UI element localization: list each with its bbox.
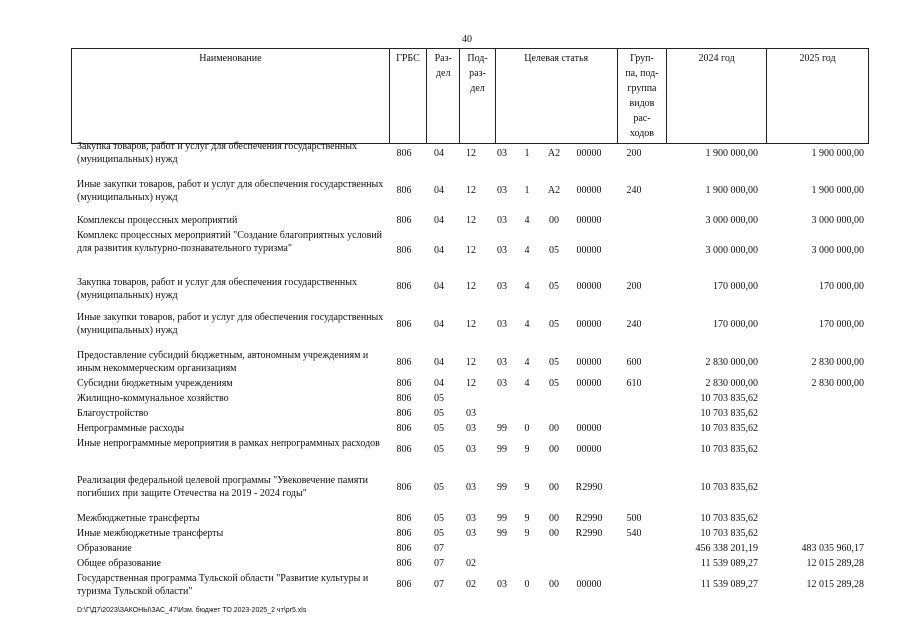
cell-cs-type: 9 — [524, 482, 530, 493]
cell-cs-program: 99 — [497, 528, 507, 539]
cell-cs-program: 03 — [497, 357, 507, 368]
cell-razdel: 07 — [434, 543, 444, 554]
cell-cs-type: 9 — [524, 444, 530, 455]
cell-podrazdel: 03 — [466, 513, 476, 524]
cell-cs-complex: 05 — [549, 281, 559, 292]
cell-razdel: 05 — [434, 393, 444, 404]
cell-2025: 3 000 000,00 — [811, 215, 864, 226]
cell-2024: 10 703 835,62 — [700, 444, 758, 455]
row-name: Предоставление субсидий бюджетным, автономным учреждениям и иным некоммерческим организациям — [77, 350, 369, 374]
cell-cs-program: 03 — [497, 215, 507, 226]
cell-cs-program: 03 — [497, 245, 507, 256]
cell-razdel: 05 — [434, 408, 444, 419]
header-2025: 2025 год — [767, 49, 869, 144]
header-grbs: ГРБС — [389, 49, 426, 144]
cell-2025: 12 015 289,28 — [806, 558, 864, 569]
cell-razdel: 04 — [434, 148, 444, 159]
header-podrazdel: Под- раз- дел — [460, 49, 495, 144]
cell-2024: 11 539 089,27 — [700, 579, 758, 590]
cell-cs-type: 4 — [524, 357, 530, 368]
cell-2024: 10 703 835,62 — [700, 528, 758, 539]
cell-cs-type: 4 — [524, 319, 530, 330]
cell-vr: 240 — [626, 319, 642, 330]
cell-cs-direction: 00000 — [576, 423, 602, 434]
header-razdel: Раз- дел — [427, 49, 460, 144]
cell-cs-program: 99 — [497, 444, 507, 455]
cell-2025: 3 000 000,00 — [811, 245, 864, 256]
cell-cs-type: 4 — [524, 378, 530, 389]
cell-cs-program: 99 — [497, 423, 507, 434]
cell-cs-type: 9 — [524, 528, 530, 539]
cell-cs-direction: 00000 — [576, 148, 602, 159]
cell-vr: 200 — [626, 148, 642, 159]
row-name: Жилищно-коммунальное хозяйство — [77, 393, 229, 404]
cell-razdel: 04 — [434, 215, 444, 226]
header-celevaya-statya: Целевая статья — [495, 49, 617, 144]
cell-podrazdel: 12 — [466, 281, 476, 292]
cell-2025: 2 830 000,00 — [811, 378, 864, 389]
row-name: Межбюджетные трансферты — [77, 513, 200, 524]
cell-cs-complex: 05 — [549, 378, 559, 389]
cell-podrazdel: 03 — [466, 528, 476, 539]
page-number: 40 — [462, 34, 472, 45]
cell-cs-type: 4 — [524, 281, 530, 292]
cell-vr: 240 — [626, 185, 642, 196]
cell-razdel: 04 — [434, 281, 444, 292]
cell-grbs: 806 — [396, 245, 412, 256]
cell-cs-direction: 00000 — [576, 357, 602, 368]
cell-cs-complex: 05 — [549, 245, 559, 256]
header-name: Наименование — [72, 49, 390, 144]
cell-grbs: 806 — [396, 444, 412, 455]
cell-cs-program: 99 — [497, 513, 507, 524]
cell-grbs: 806 — [396, 482, 412, 493]
cell-cs-program: 03 — [497, 185, 507, 196]
cell-podrazdel: 03 — [466, 408, 476, 419]
cell-cs-program: 03 — [497, 281, 507, 292]
file-path: D:\Г\Д7\2023\ЗАКОНЫ\ЗАС_47\Изм. бюджет ТО 2023-2025_2 чт\pr5.xls — [77, 607, 307, 614]
cell-2025: 1 900 000,00 — [811, 185, 864, 196]
cell-vr: 200 — [626, 281, 642, 292]
cell-cs-direction: R2990 — [575, 528, 603, 539]
cell-cs-direction: 00000 — [576, 185, 602, 196]
cell-2025: 12 015 289,28 — [806, 579, 864, 590]
cell-podrazdel: 12 — [466, 245, 476, 256]
cell-cs-complex: 00 — [549, 482, 559, 493]
cell-cs-program: 03 — [497, 319, 507, 330]
cell-cs-complex: 00 — [549, 579, 559, 590]
cell-cs-complex: 05 — [549, 319, 559, 330]
cell-cs-program: 03 — [497, 579, 507, 590]
cell-podrazdel: 02 — [466, 558, 476, 569]
cell-grbs: 806 — [396, 148, 412, 159]
cell-cs-direction: 00000 — [576, 579, 602, 590]
cell-grbs: 806 — [396, 378, 412, 389]
row-name: Благоустройство — [77, 408, 149, 419]
cell-cs-direction: 00000 — [576, 281, 602, 292]
row-name: Реализация федеральной целевой программы "Увековечение памяти погибших при защите Отечества на 2019 - 2024 годы" — [77, 475, 369, 499]
row-name: Иные закупки товаров, работ и услуг для обеспечения государственных (муниципальных) нужд — [77, 179, 384, 203]
row-name: Государственная программа Тульской области "Развитие культуры и туризма Тульской области" — [77, 573, 369, 597]
table-header — [71, 48, 869, 144]
cell-cs-complex: 00 — [549, 423, 559, 434]
cell-razdel: 07 — [434, 579, 444, 590]
cell-podrazdel: 12 — [466, 148, 476, 159]
cell-cs-type: 9 — [524, 513, 530, 524]
cell-vr: 540 — [626, 528, 642, 539]
cell-2024: 456 338 201,19 — [695, 543, 758, 554]
cell-cs-direction: R2990 — [575, 482, 603, 493]
cell-2024: 10 703 835,62 — [700, 393, 758, 404]
cell-cs-direction: R2990 — [575, 513, 603, 524]
cell-cs-direction: 00000 — [576, 215, 602, 226]
cell-podrazdel: 03 — [466, 423, 476, 434]
cell-2024: 11 539 089,27 — [700, 558, 758, 569]
cell-grbs: 806 — [396, 357, 412, 368]
cell-2025: 170 000,00 — [819, 319, 864, 330]
cell-grbs: 806 — [396, 185, 412, 196]
cell-razdel: 04 — [434, 245, 444, 256]
cell-podrazdel: 12 — [466, 215, 476, 226]
row-name: Комплексы процессных мероприятий — [77, 215, 238, 226]
cell-cs-complex: 00 — [549, 444, 559, 455]
cell-grbs: 806 — [396, 528, 412, 539]
cell-cs-program: 99 — [497, 482, 507, 493]
cell-cs-complex: 05 — [549, 357, 559, 368]
cell-podrazdel: 12 — [466, 378, 476, 389]
cell-cs-direction: 00000 — [576, 444, 602, 455]
cell-grbs: 806 — [396, 558, 412, 569]
cell-2025: 483 035 960,17 — [801, 543, 864, 554]
cell-2024: 1 900 000,00 — [705, 185, 758, 196]
cell-podrazdel: 12 — [466, 357, 476, 368]
cell-cs-direction: 00000 — [576, 378, 602, 389]
cell-cs-type: 0 — [524, 579, 530, 590]
cell-razdel: 05 — [434, 423, 444, 434]
cell-cs-type: 4 — [524, 215, 530, 226]
row-name: Закупка товаров, работ и услуг для обеспечения государственных (муниципальных) нужд — [77, 277, 358, 301]
cell-2025: 170 000,00 — [819, 281, 864, 292]
cell-grbs: 806 — [396, 408, 412, 419]
cell-grbs: 806 — [396, 423, 412, 434]
row-name: Иные закупки товаров, работ и услуг для обеспечения государственных (муниципальных) нужд — [77, 312, 384, 336]
cell-cs-complex: А2 — [547, 148, 561, 159]
cell-grbs: 806 — [396, 513, 412, 524]
cell-razdel: 05 — [434, 444, 444, 455]
header-vr: Груп- па, под- группа видов рас- ходов — [617, 49, 666, 144]
cell-razdel: 05 — [434, 513, 444, 524]
row-name: Субсидии бюджетным учреждениям — [77, 378, 233, 389]
cell-razdel: 05 — [434, 482, 444, 493]
cell-vr: 600 — [626, 357, 642, 368]
cell-razdel: 04 — [434, 319, 444, 330]
cell-grbs: 806 — [396, 281, 412, 292]
row-name: Закупка товаров, работ и услуг для обеспечения государственных (муниципальных) нужд — [77, 141, 358, 165]
cell-cs-complex: 00 — [549, 528, 559, 539]
cell-2024: 3 000 000,00 — [705, 215, 758, 226]
cell-2024: 2 830 000,00 — [705, 378, 758, 389]
cell-2024: 10 703 835,62 — [700, 513, 758, 524]
cell-cs-type: 1 — [524, 185, 530, 196]
cell-grbs: 806 — [396, 543, 412, 554]
row-name: Иные межбюджетные трансферты — [77, 528, 224, 539]
cell-cs-type: 4 — [524, 245, 530, 256]
cell-2024: 10 703 835,62 — [700, 408, 758, 419]
cell-razdel: 05 — [434, 528, 444, 539]
cell-cs-direction: 00000 — [576, 245, 602, 256]
cell-cs-program: 03 — [497, 378, 507, 389]
cell-vr: 500 — [626, 513, 642, 524]
cell-podrazdel: 03 — [466, 444, 476, 455]
cell-podrazdel: 03 — [466, 482, 476, 493]
cell-cs-complex: 00 — [549, 215, 559, 226]
cell-grbs: 806 — [396, 393, 412, 404]
cell-razdel: 04 — [434, 185, 444, 196]
cell-2024: 2 830 000,00 — [705, 357, 758, 368]
row-name: Непрограммные расходы — [77, 423, 185, 434]
row-name: Иные непрограммные мероприятия в рамках непрограммных расходов — [77, 438, 380, 449]
cell-cs-direction: 00000 — [576, 319, 602, 330]
cell-2024: 3 000 000,00 — [705, 245, 758, 256]
header-2024: 2024 год — [667, 49, 767, 144]
cell-cs-program: 03 — [497, 148, 507, 159]
cell-2024: 10 703 835,62 — [700, 423, 758, 434]
cell-razdel: 07 — [434, 558, 444, 569]
cell-cs-complex: 00 — [549, 513, 559, 524]
cell-2024: 170 000,00 — [713, 281, 758, 292]
cell-2024: 10 703 835,62 — [700, 482, 758, 493]
row-name: Общее образование — [77, 558, 161, 569]
cell-2024: 170 000,00 — [713, 319, 758, 330]
row-name: Образование — [77, 543, 132, 554]
cell-cs-complex: А2 — [547, 185, 561, 196]
cell-podrazdel: 12 — [466, 185, 476, 196]
cell-2024: 1 900 000,00 — [705, 148, 758, 159]
row-name: Комплекс процессных мероприятий "Создание благоприятных условий для развития культурно-познавательного туризма" — [77, 230, 383, 254]
cell-podrazdel: 12 — [466, 319, 476, 330]
cell-grbs: 806 — [396, 319, 412, 330]
cell-razdel: 04 — [434, 357, 444, 368]
cell-podrazdel: 02 — [466, 579, 476, 590]
cell-grbs: 806 — [396, 215, 412, 226]
cell-razdel: 04 — [434, 378, 444, 389]
cell-2025: 1 900 000,00 — [811, 148, 864, 159]
cell-cs-type: 1 — [524, 148, 530, 159]
cell-cs-type: 0 — [524, 423, 530, 434]
cell-2025: 2 830 000,00 — [811, 357, 864, 368]
cell-grbs: 806 — [396, 579, 412, 590]
cell-vr: 610 — [626, 378, 642, 389]
